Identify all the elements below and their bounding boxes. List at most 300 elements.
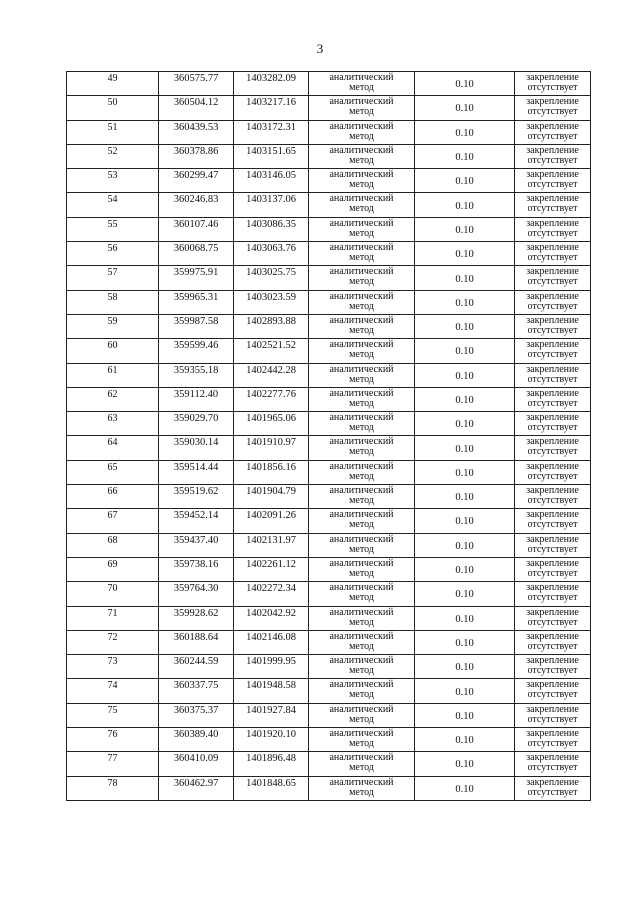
fixing-cell: [515, 217, 591, 241]
y-coordinate-cell: [234, 460, 309, 484]
x-coordinate-cell: [159, 582, 234, 606]
coordinates-table: [66, 71, 591, 801]
fixing-cell: [515, 314, 591, 338]
precision-value: 0.10: [455, 662, 474, 674]
method-line: аналитический: [329, 606, 394, 618]
point-number: 50: [107, 97, 118, 109]
point-number-cell: [67, 144, 159, 168]
x-coordinate: 359030.14: [173, 437, 219, 449]
method-line: метод: [349, 689, 374, 701]
point-number-cell: [67, 460, 159, 484]
precision-cell: [415, 679, 515, 703]
y-coordinate: 1401920.10: [246, 729, 296, 741]
fixing-line: отсутствует: [527, 689, 578, 701]
method-cell: [309, 582, 415, 606]
method-cell: [309, 679, 415, 703]
precision-cell: [415, 412, 515, 436]
method-cell: [309, 533, 415, 557]
method-line: метод: [349, 106, 374, 118]
y-coordinate: 1401927.84: [246, 704, 296, 716]
fixing-line: отсутствует: [527, 495, 578, 507]
precision-cell: [415, 217, 515, 241]
precision-cell: [415, 703, 515, 727]
point-number: 74: [107, 680, 118, 692]
fixing-line: отсутствует: [527, 616, 578, 628]
table-row: [67, 485, 591, 509]
fixing-cell: [515, 387, 591, 411]
x-coordinate: 360107.46: [173, 218, 219, 230]
precision-cell: [415, 728, 515, 752]
method-line: метод: [349, 300, 374, 312]
point-number: 71: [107, 607, 118, 619]
fixing-cell: [515, 460, 591, 484]
point-number-cell: [67, 557, 159, 581]
precision-cell: [415, 485, 515, 509]
method-line: метод: [349, 349, 374, 361]
fixing-line: отсутствует: [527, 592, 578, 604]
point-number-cell: [67, 630, 159, 654]
method-cell: [309, 752, 415, 776]
method-line: метод: [349, 786, 374, 798]
fixing-cell: [515, 728, 591, 752]
y-coordinate: 1402893.88: [246, 315, 296, 327]
precision-cell: [415, 120, 515, 144]
fixing-cell: [515, 582, 591, 606]
precision-value: 0.10: [455, 686, 474, 698]
y-coordinate-cell: [234, 290, 309, 314]
precision-cell: [415, 460, 515, 484]
table-row: [67, 412, 591, 436]
fixing-line: закрепление: [526, 193, 579, 205]
precision-cell: [415, 144, 515, 168]
method-line: метод: [349, 397, 374, 409]
method-cell: [309, 217, 415, 241]
fixing-line: закрепление: [526, 96, 579, 108]
y-coordinate: 1401848.65: [246, 777, 296, 789]
precision-value: 0.10: [455, 613, 474, 625]
method-line: метод: [349, 567, 374, 579]
x-coordinate: 359452.14: [173, 510, 219, 522]
table-row: [67, 169, 591, 193]
y-coordinate: 1401965.06: [246, 413, 296, 425]
precision-value: 0.10: [455, 249, 474, 261]
point-number-cell: [67, 169, 159, 193]
x-coordinate: 360410.09: [173, 753, 219, 765]
point-number: 76: [107, 729, 118, 741]
fixing-line: закрепление: [526, 557, 579, 569]
fixing-cell: [515, 752, 591, 776]
method-line: метод: [349, 203, 374, 215]
precision-value: 0.10: [455, 710, 474, 722]
y-coordinate-cell: [234, 266, 309, 290]
table-row: [67, 339, 591, 363]
y-coordinate-cell: [234, 96, 309, 120]
precision-value: 0.10: [455, 637, 474, 649]
method-line: метод: [349, 616, 374, 628]
x-coordinate-cell: [159, 703, 234, 727]
point-number: 66: [107, 486, 118, 498]
point-number-cell: [67, 606, 159, 630]
x-coordinate-cell: [159, 193, 234, 217]
y-coordinate-cell: [234, 630, 309, 654]
precision-cell: [415, 96, 515, 120]
point-number-cell: [67, 339, 159, 363]
method-cell: [309, 169, 415, 193]
point-number: 70: [107, 583, 118, 595]
fixing-line: закрепление: [526, 144, 579, 156]
fixing-line: отсутствует: [527, 324, 578, 336]
method-line: метод: [349, 324, 374, 336]
x-coordinate-cell: [159, 266, 234, 290]
method-cell: [309, 412, 415, 436]
x-coordinate-cell: [159, 144, 234, 168]
point-number: 54: [107, 194, 118, 206]
method-line: метод: [349, 495, 374, 507]
y-coordinate: 1401856.16: [246, 461, 296, 473]
y-coordinate-cell: [234, 703, 309, 727]
point-number-cell: [67, 436, 159, 460]
fixing-cell: [515, 655, 591, 679]
point-number-cell: [67, 290, 159, 314]
point-number: 49: [107, 73, 118, 84]
method-cell: [309, 606, 415, 630]
fixing-line: отсутствует: [527, 446, 578, 458]
precision-cell: [415, 630, 515, 654]
fixing-cell: [515, 630, 591, 654]
fixing-line: закрепление: [526, 412, 579, 424]
precision-cell: [415, 655, 515, 679]
method-cell: [309, 703, 415, 727]
precision-value: 0.10: [455, 200, 474, 212]
y-coordinate-cell: [234, 557, 309, 581]
x-coordinate: 360375.37: [173, 704, 219, 716]
x-coordinate-cell: [159, 557, 234, 581]
fixing-line: отсутствует: [527, 373, 578, 385]
method-line: метод: [349, 276, 374, 288]
point-number: 52: [107, 145, 118, 157]
y-coordinate: 1402272.34: [246, 583, 296, 595]
point-number-cell: [67, 412, 159, 436]
fixing-line: отсутствует: [527, 252, 578, 264]
precision-cell: [415, 509, 515, 533]
x-coordinate-cell: [159, 339, 234, 363]
x-coordinate-cell: [159, 679, 234, 703]
fixing-cell: [515, 242, 591, 266]
fixing-line: закрепление: [526, 606, 579, 618]
precision-value: 0.10: [455, 783, 474, 795]
precision-value: 0.10: [455, 467, 474, 479]
point-number: 68: [107, 534, 118, 546]
method-cell: [309, 339, 415, 363]
fixing-cell: [515, 363, 591, 387]
x-coordinate-cell: [159, 533, 234, 557]
method-cell: [309, 387, 415, 411]
y-coordinate: 1403151.65: [246, 145, 296, 157]
fixing-line: отсутствует: [527, 179, 578, 191]
method-line: метод: [349, 713, 374, 725]
method-line: аналитический: [329, 460, 394, 472]
point-number: 53: [107, 170, 118, 182]
y-coordinate-cell: [234, 509, 309, 533]
y-coordinate-cell: [234, 412, 309, 436]
point-number-cell: [67, 72, 159, 96]
precision-cell: [415, 557, 515, 581]
method-cell: [309, 96, 415, 120]
method-cell: [309, 630, 415, 654]
y-coordinate-cell: [234, 582, 309, 606]
y-coordinate: 1403137.06: [246, 194, 296, 206]
table-row: [67, 314, 591, 338]
precision-cell: [415, 533, 515, 557]
method-cell: [309, 728, 415, 752]
x-coordinate: 359975.91: [173, 267, 219, 279]
x-coordinate: 360246.83: [173, 194, 219, 206]
x-coordinate: 359112.40: [173, 388, 219, 400]
precision-value: 0.10: [455, 273, 474, 285]
y-coordinate-cell: [234, 679, 309, 703]
y-coordinate: 1401910.97: [246, 437, 296, 449]
precision-value: 0.10: [455, 322, 474, 334]
precision-value: 0.10: [455, 540, 474, 552]
x-coordinate-cell: [159, 630, 234, 654]
x-coordinate-cell: [159, 655, 234, 679]
x-coordinate: 359965.31: [173, 291, 219, 303]
fixing-cell: [515, 266, 591, 290]
method-line: аналитический: [329, 703, 394, 715]
fixing-line: отсутствует: [527, 470, 578, 482]
point-number: 56: [107, 243, 118, 255]
precision-value: 0.10: [455, 370, 474, 382]
fixing-cell: [515, 533, 591, 557]
y-coordinate-cell: [234, 120, 309, 144]
method-cell: [309, 485, 415, 509]
y-coordinate: 1402146.08: [246, 631, 296, 643]
precision-value: 0.10: [455, 759, 474, 771]
fixing-line: закрепление: [526, 436, 579, 448]
x-coordinate: 359029.70: [173, 413, 219, 425]
method-cell: [309, 460, 415, 484]
table-row: [67, 655, 591, 679]
precision-value: 0.10: [455, 395, 474, 406]
table-row: [67, 363, 591, 387]
precision-cell: [415, 290, 515, 314]
fixing-line: закрепление: [526, 679, 579, 691]
point-number: 59: [107, 315, 118, 327]
fixing-cell: [515, 436, 591, 460]
precision-value: 0.10: [455, 589, 474, 601]
x-coordinate-cell: [159, 290, 234, 314]
precision-cell: [415, 314, 515, 338]
point-number-cell: [67, 655, 159, 679]
table-body: [67, 72, 591, 801]
fixing-cell: [515, 703, 591, 727]
fixing-line: закрепление: [526, 703, 579, 715]
method-line: аналитический: [329, 363, 394, 375]
fixing-line: закрепление: [526, 72, 579, 83]
x-coordinate-cell: [159, 217, 234, 241]
fixing-cell: [515, 412, 591, 436]
point-number-cell: [67, 703, 159, 727]
fixing-cell: [515, 339, 591, 363]
x-coordinate-cell: [159, 436, 234, 460]
y-coordinate-cell: [234, 752, 309, 776]
point-number-cell: [67, 217, 159, 241]
precision-cell: [415, 242, 515, 266]
y-coordinate: 1403025.75: [246, 267, 296, 279]
fixing-line: отсутствует: [527, 227, 578, 239]
method-line: аналитический: [329, 679, 394, 691]
point-number-cell: [67, 533, 159, 557]
precision-value: 0.10: [455, 103, 474, 115]
y-coordinate-cell: [234, 728, 309, 752]
precision-value: 0.10: [455, 419, 474, 431]
x-coordinate-cell: [159, 387, 234, 411]
table-row: [67, 557, 591, 581]
x-coordinate-cell: [159, 728, 234, 752]
x-coordinate: 360068.75: [173, 243, 219, 255]
fixing-line: закрепление: [526, 339, 579, 351]
fixing-cell: [515, 776, 591, 800]
fixing-cell: [515, 120, 591, 144]
fixing-line: закрепление: [526, 509, 579, 521]
y-coordinate-cell: [234, 144, 309, 168]
y-coordinate: 1403172.31: [246, 121, 296, 133]
x-coordinate-cell: [159, 314, 234, 338]
method-line: метод: [349, 738, 374, 750]
precision-cell: [415, 193, 515, 217]
fixing-cell: [515, 606, 591, 630]
method-line: аналитический: [329, 96, 394, 108]
table-row: [67, 606, 591, 630]
y-coordinate-cell: [234, 655, 309, 679]
fixing-cell: [515, 96, 591, 120]
method-line: аналитический: [329, 509, 394, 521]
x-coordinate-cell: [159, 485, 234, 509]
fixing-line: отсутствует: [527, 82, 578, 93]
method-line: аналитический: [329, 485, 394, 497]
method-line: метод: [349, 762, 374, 774]
x-coordinate: 359514.44: [173, 461, 219, 473]
point-number: 72: [107, 631, 118, 643]
method-line: аналитический: [329, 169, 394, 181]
fixing-line: закрепление: [526, 314, 579, 326]
method-line: аналитический: [329, 582, 394, 594]
point-number-cell: [67, 120, 159, 144]
point-number-cell: [67, 96, 159, 120]
y-coordinate: 1403023.59: [246, 291, 296, 303]
fixing-cell: [515, 485, 591, 509]
point-number: 55: [107, 218, 118, 230]
x-coordinate: 359764.30: [173, 583, 219, 595]
fixing-line: отсутствует: [527, 106, 578, 118]
precision-value: 0.10: [455, 346, 474, 358]
point-number-cell: [67, 752, 159, 776]
precision-value: 0.10: [455, 127, 474, 139]
fixing-line: закрепление: [526, 120, 579, 132]
precision-cell: [415, 752, 515, 776]
x-coordinate: 360389.40: [173, 729, 219, 741]
precision-cell: [415, 776, 515, 800]
method-line: аналитический: [329, 752, 394, 764]
method-line: аналитический: [329, 193, 394, 205]
x-coordinate: 359599.46: [173, 340, 219, 352]
fixing-line: закрепление: [526, 485, 579, 497]
method-cell: [309, 436, 415, 460]
method-line: аналитический: [329, 630, 394, 642]
table-row: [67, 217, 591, 241]
fixing-cell: [515, 169, 591, 193]
x-coordinate: 360244.59: [173, 656, 219, 668]
point-number-cell: [67, 485, 159, 509]
x-coordinate-cell: [159, 509, 234, 533]
y-coordinate: 1402042.92: [246, 607, 296, 619]
y-coordinate: 1402091.26: [246, 510, 296, 522]
y-coordinate: 1401904.79: [246, 486, 296, 498]
x-coordinate: 359738.16: [173, 558, 219, 570]
y-coordinate-cell: [234, 217, 309, 241]
x-coordinate-cell: [159, 363, 234, 387]
table-row: [67, 144, 591, 168]
point-number: 51: [107, 121, 118, 133]
point-number-cell: [67, 242, 159, 266]
table-row: [67, 533, 591, 557]
table-row: [67, 120, 591, 144]
table-row: [67, 242, 591, 266]
method-cell: [309, 557, 415, 581]
fixing-line: отсутствует: [527, 130, 578, 142]
method-cell: [309, 509, 415, 533]
method-line: аналитический: [329, 412, 394, 424]
y-coordinate-cell: [234, 387, 309, 411]
y-coordinate: 1403146.05: [246, 170, 296, 182]
fixing-line: закрепление: [526, 752, 579, 764]
fixing-line: закрепление: [526, 630, 579, 642]
precision-cell: [415, 339, 515, 363]
method-cell: [309, 72, 415, 96]
fixing-line: закрепление: [526, 776, 579, 788]
table-row: [67, 703, 591, 727]
point-number-cell: [67, 509, 159, 533]
precision-value: 0.10: [455, 79, 474, 91]
x-coordinate: 360188.64: [173, 631, 219, 643]
fixing-line: отсутствует: [527, 397, 578, 409]
y-coordinate-cell: [234, 193, 309, 217]
x-coordinate-cell: [159, 169, 234, 193]
method-line: метод: [349, 227, 374, 239]
fixing-cell: [515, 193, 591, 217]
point-number-cell: [67, 582, 159, 606]
precision-value: 0.10: [455, 565, 474, 577]
point-number: 73: [107, 656, 118, 668]
fixing-line: закрепление: [526, 460, 579, 472]
point-number: 58: [107, 291, 118, 303]
point-number: 64: [107, 437, 118, 449]
fixing-line: отсутствует: [527, 276, 578, 288]
y-coordinate-cell: [234, 72, 309, 96]
method-cell: [309, 266, 415, 290]
precision-value: 0.10: [455, 735, 474, 747]
fixing-line: закрепление: [526, 655, 579, 667]
precision-cell: [415, 266, 515, 290]
x-coordinate-cell: [159, 606, 234, 630]
y-coordinate: 1401896.48: [246, 753, 296, 765]
x-coordinate-cell: [159, 776, 234, 800]
y-coordinate-cell: [234, 485, 309, 509]
y-coordinate-cell: [234, 776, 309, 800]
fixing-cell: [515, 72, 591, 96]
fixing-line: закрепление: [526, 363, 579, 375]
method-line: метод: [349, 154, 374, 166]
